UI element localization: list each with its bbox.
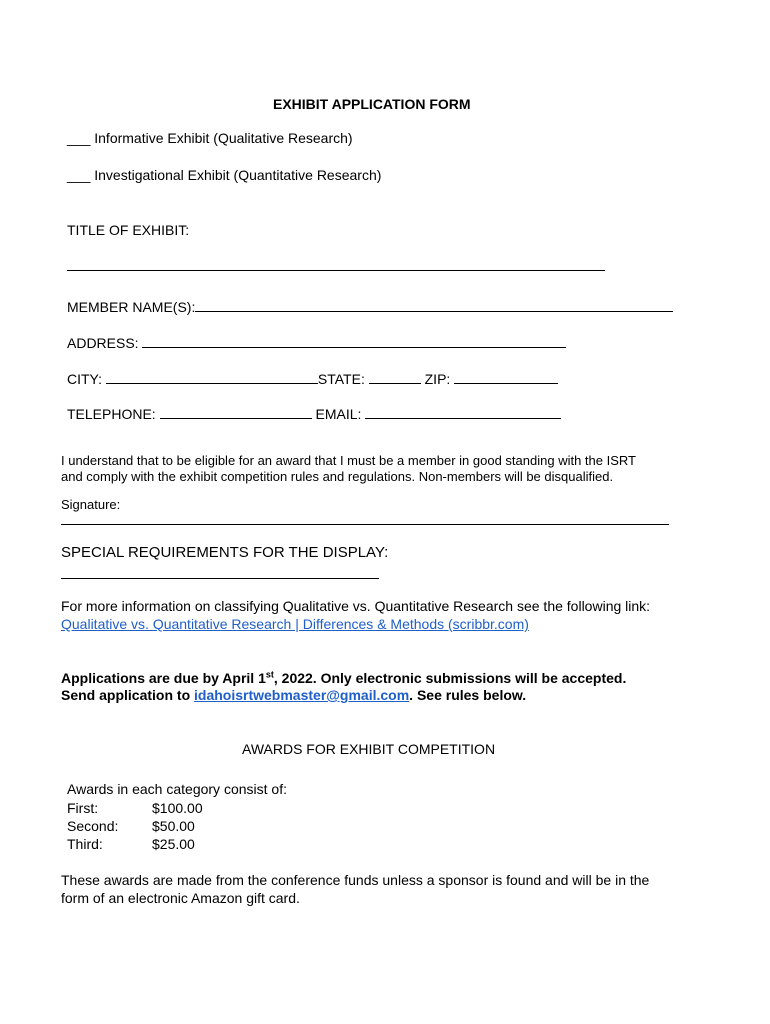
option-informative[interactable]	[67, 130, 353, 146]
submission-email-link[interactable]: idahoisrtwebmaster@gmail.com	[194, 687, 410, 703]
email-label: EMAIL:	[315, 406, 362, 422]
option-blank: ___	[67, 130, 91, 146]
zip-label: ZIP:	[424, 371, 451, 387]
awards-row	[67, 818, 203, 836]
title-of-exhibit-label: TITLE OF EXHIBIT:	[67, 222, 190, 238]
member-names-row	[67, 297, 673, 315]
address-label: ADDRESS:	[67, 335, 139, 351]
awards-note-line-1: These awards are made from the conference funds unless a sponsor is found and will be in the	[61, 872, 650, 888]
awards-row	[67, 836, 203, 854]
awards-table	[67, 800, 203, 854]
award-place: Second:	[67, 818, 119, 834]
member-names-label: MEMBER NAME(S):	[67, 299, 196, 315]
state-label: STATE:	[317, 371, 365, 387]
member-names-field[interactable]	[195, 297, 673, 312]
awards-note-line-2: form of an electronic Amazon gift card.	[61, 890, 300, 906]
award-amount: $25.00	[152, 836, 195, 852]
due-date-line	[61, 670, 626, 686]
option-investigational[interactable]	[67, 167, 381, 183]
agreement-line-2: and comply with the exhibit competition rules and regulations. Non-members will be disqualified.	[61, 469, 614, 484]
agreement-line-1: I understand that to be eligible for an award that I must be a member in good standing with the ISRT	[61, 453, 636, 468]
email-field[interactable]	[365, 404, 561, 419]
address-row	[67, 333, 566, 351]
send-application-line	[61, 687, 526, 703]
awards-row	[67, 800, 203, 818]
due-date-sup: st	[265, 669, 274, 680]
address-field[interactable]	[142, 333, 566, 348]
signature-label: Signature:	[61, 497, 121, 512]
zip-field[interactable]	[454, 369, 558, 384]
state-field[interactable]	[369, 369, 421, 384]
telephone-label: TELEPHONE:	[67, 406, 156, 422]
city-label: CITY:	[67, 371, 103, 387]
awards-intro: Awards in each category consist of:	[67, 781, 287, 797]
more-info-text: For more information on classifying Qualitative vs. Quantitative Research see the following link:	[61, 598, 651, 614]
send-suffix: . See rules below.	[409, 687, 527, 703]
due-date-prefix: Applications are due by April 1	[61, 670, 266, 686]
city-field[interactable]	[106, 369, 318, 384]
award-amount: $100.00	[152, 800, 203, 816]
telephone-field[interactable]	[160, 404, 312, 419]
award-place: First:	[67, 800, 99, 816]
option-label: Investigational Exhibit (Quantitative Research)	[94, 167, 382, 183]
city-state-zip-row	[67, 369, 558, 387]
award-place: Third:	[67, 836, 103, 852]
title-of-exhibit-field[interactable]	[67, 258, 605, 271]
telephone-email-row	[67, 404, 561, 422]
send-prefix: Send application to	[61, 687, 195, 703]
due-date-suffix: , 2022. Only electronic submissions will be accepted.	[273, 670, 627, 686]
form-title: EXHIBIT APPLICATION FORM	[273, 96, 471, 112]
option-label: Informative Exhibit (Qualitative Research)	[94, 130, 353, 146]
award-amount: $50.00	[152, 818, 195, 834]
option-blank: ___	[67, 167, 91, 183]
awards-heading: AWARDS FOR EXHIBIT COMPETITION	[242, 741, 496, 757]
special-requirements-label: SPECIAL REQUIREMENTS FOR THE DISPLAY:	[61, 544, 389, 561]
special-requirements-field[interactable]	[61, 566, 379, 579]
scribbr-link[interactable]: Qualitative vs. Quantitative Research | Differences & Methods (scribbr.com)	[61, 616, 529, 632]
signature-field[interactable]	[61, 512, 669, 525]
